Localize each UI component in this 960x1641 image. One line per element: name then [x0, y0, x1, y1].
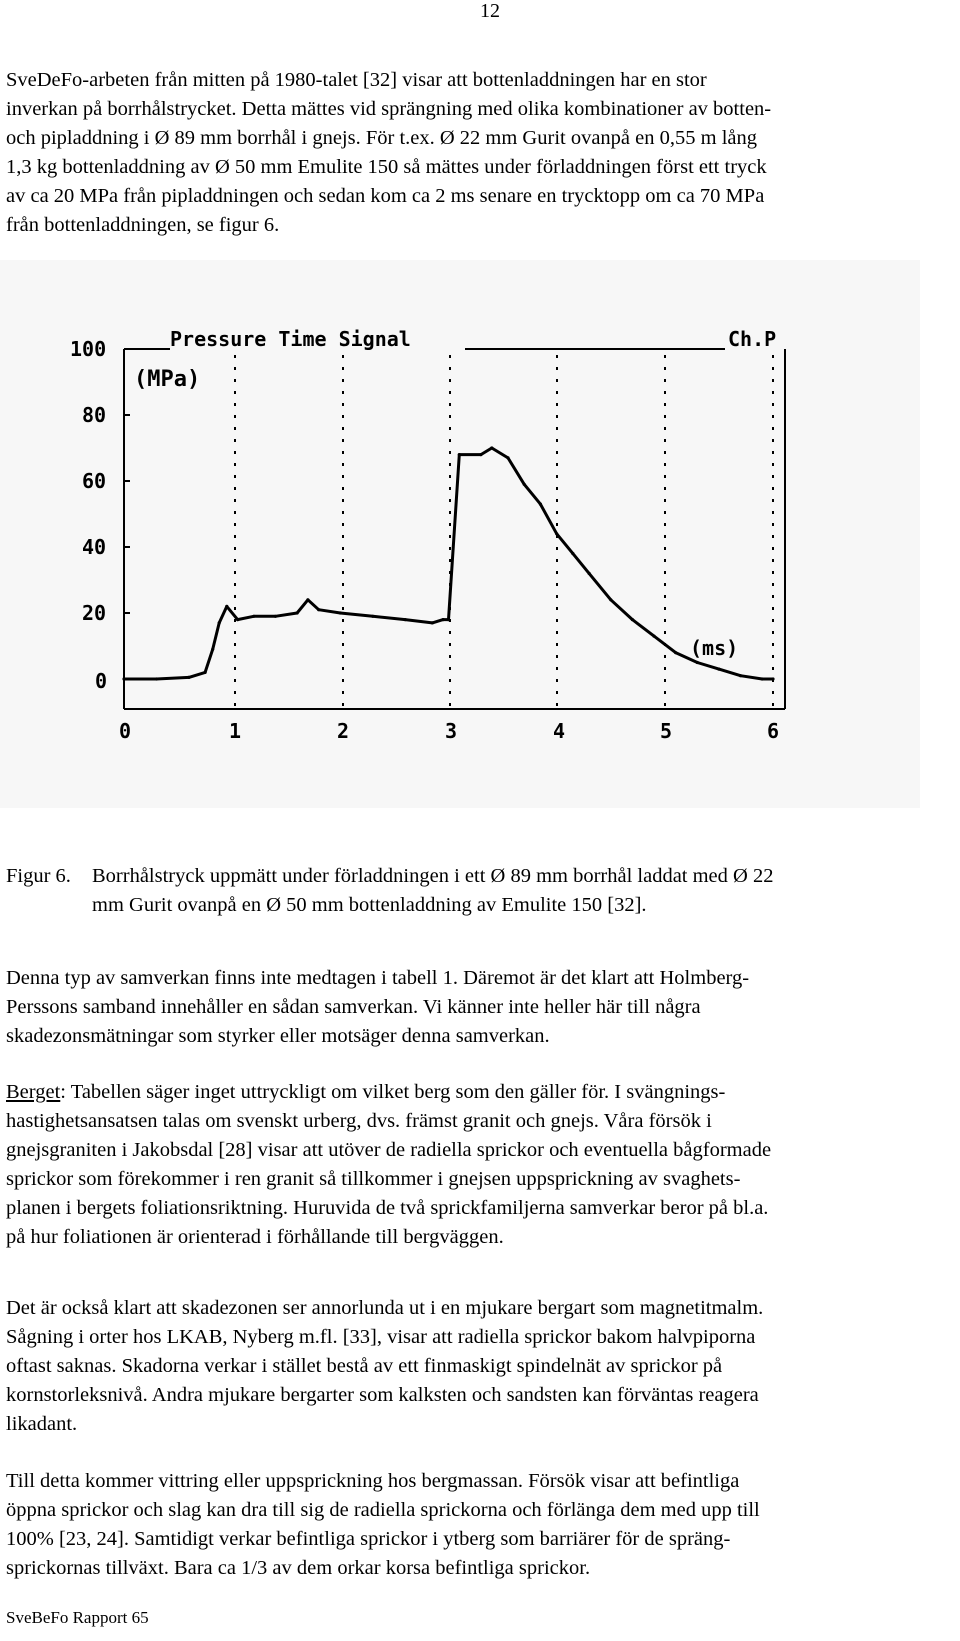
caption-label: Figur 6.	[6, 865, 71, 887]
pressure-data-point	[674, 651, 677, 654]
text-line: Det är också klart att skadezonen ser annorlunda ut i en mjukare bergart som magnetitmalm.	[6, 1297, 764, 1319]
text-line: av ca 20 MPa från pipladdningen och sedan kom ca 2 ms senare en trycktopp om ca 70 MPa	[6, 185, 765, 207]
pressure-data-point	[211, 648, 214, 651]
pressure-data-point	[506, 456, 509, 459]
text-line: från bottenladdningen, se figur 6.	[6, 214, 280, 236]
page-number: 12	[480, 0, 500, 22]
pressure-data-point	[479, 453, 482, 456]
pressure-time-chart	[0, 260, 920, 808]
text-line: på hur foliationen är orienterad i förhållande till bergväggen.	[6, 1226, 504, 1248]
y-tick-label: 20	[82, 601, 107, 625]
x-tick-label: 4	[553, 719, 566, 743]
x-tick-label: 5	[660, 719, 673, 743]
figure-pressure-chart	[0, 260, 920, 808]
text-line: skadezonsmätningar som styrker eller motsäger denna samverkan.	[6, 1025, 550, 1047]
text-line: Till detta kommer vittring eller uppsprickning hos bergmassan. Försök visar att befintliga	[6, 1470, 740, 1492]
pressure-data-point	[652, 635, 655, 638]
section-term-underlined: Berget	[6, 1081, 61, 1103]
caption-text-line: mm Gurit ovanpå en Ø 50 mm bottenladdning av Emulite 150 [32].	[92, 894, 647, 916]
text-line: och pipladdning i Ø 89 mm borrhål i gnejs. För t.ex. Ø 22 mm Gurit ovanpå en 0,55 m lång	[6, 127, 757, 149]
pressure-data-point	[442, 618, 445, 621]
pressure-data-point	[204, 671, 207, 674]
pressure-data-point	[218, 621, 221, 624]
text-line: planen i bergets foliationsriktning. Huruvida de två sprickfamiljerna samverkar beror på bl.a.	[6, 1197, 769, 1219]
pressure-data-point	[225, 605, 228, 608]
pressure-data-point	[187, 676, 190, 679]
pressure-data-point	[490, 446, 493, 449]
pressure-data-point	[739, 674, 742, 677]
text-fragment: : Tabellen säger inget uttryckligt om vilket berg som den gäller för. I svängnings-	[60, 1081, 726, 1103]
text-line: SveDeFo-arbeten från mitten på 1980-talet [32] visar att bottenladdningen har en stor	[6, 69, 707, 91]
pressure-data-point	[317, 608, 320, 611]
text-line: Denna typ av samverkan finns inte medtagen i tabell 1. Däremot är det klart att Holmberg-	[6, 967, 750, 989]
pressure-data-point	[523, 483, 526, 486]
pressure-data-point	[431, 621, 434, 624]
paragraph-intro	[6, 66, 946, 240]
pressure-data-point	[571, 552, 574, 555]
pressure-data-point	[306, 598, 309, 601]
pressure-data-point	[761, 677, 764, 680]
y-tick-label: 60	[82, 469, 107, 493]
text-line: Perssons samband innehåller en sådan samverkan. Vi känner inte heller här till några	[6, 996, 701, 1018]
pressure-data-point	[631, 618, 634, 621]
pressure-data-point	[236, 618, 239, 621]
x-unit-label: (ms)	[690, 636, 739, 660]
paragraph-interaction	[6, 964, 946, 1051]
pressure-data-point	[458, 453, 461, 456]
pressure-data-point	[539, 503, 542, 506]
y-tick-label: 80	[82, 403, 107, 427]
paragraph-soft-rock	[6, 1294, 946, 1439]
text-line: öppna sprickor och slag kan dra till sig de radiella sprickorna och förlänga dem med upp till	[6, 1499, 760, 1521]
text-line: kornstorleksnivå. Andra mjukare bergarter som kalksten och sandsten kan förväntas reagera	[6, 1384, 759, 1406]
x-tick-label: 0	[119, 719, 132, 743]
text-line: hastighetsansatsen talas om svenskt urberg, dvs. främst granit och gnejs. Våra försök i	[6, 1110, 712, 1132]
caption-text-line: Borrhålstryck uppmätt under förladdningen i ett Ø 89 mm borrhål laddat med Ø 22	[92, 865, 774, 887]
pressure-data-point	[555, 532, 558, 535]
pressure-data-point	[371, 615, 374, 618]
pressure-data-point	[404, 618, 407, 621]
pressure-data-point	[447, 618, 450, 621]
pressure-data-point	[252, 615, 255, 618]
text-line: Sågning i orter hos LKAB, Nyberg m.fl. [33], visar att radiella sprickor bakom halvpiporna	[6, 1326, 756, 1348]
text-line	[6, 1078, 946, 1107]
text-line: 100% [23, 24]. Samtidigt verkar befintliga sprickor i ytberg som barriärer för de spräng-	[6, 1528, 731, 1550]
text-line: sprickornas tillväxt. Bara ca 1/3 av dem orkar korsa befintliga sprickor.	[6, 1557, 591, 1579]
pressure-data-point	[717, 668, 720, 671]
pressure-data-point	[339, 611, 342, 614]
y-tick-label: 100	[70, 337, 107, 361]
pressure-data-point	[609, 598, 612, 601]
pressure-data-point	[588, 572, 591, 575]
figure-background	[0, 260, 920, 808]
x-tick-label: 2	[337, 719, 350, 743]
y-tick-label: 0	[95, 669, 108, 693]
x-tick-label: 6	[767, 719, 780, 743]
y-unit-label: (MPa)	[134, 367, 201, 392]
pressure-data-point	[155, 677, 158, 680]
x-tick-label: 3	[445, 719, 458, 743]
text-line: oftast saknas. Skadorna verkar i stället bestå av ett finmaskigt spindelnät av sprickor på	[6, 1355, 723, 1377]
page-footer: SveBeFo Rapport 65	[6, 1608, 149, 1627]
paragraph-weathering	[6, 1467, 946, 1583]
paragraph-rock	[6, 1078, 946, 1252]
pressure-data-point	[771, 677, 774, 680]
pressure-data-point	[696, 661, 699, 664]
chart-header-channel: Ch.P	[728, 327, 777, 351]
text-line: likadant.	[6, 1413, 78, 1435]
text-line: inverkan på borrhålstrycket. Detta mättes vid sprängning med olika kombinationer av botten-	[6, 98, 772, 120]
pressure-data-point	[122, 677, 125, 680]
chart-header-title: Pressure Time Signal	[170, 327, 411, 351]
text-line: gnejsgraniten i Jakobsdal [28] visar att utöver de radiella sprickor och eventuella bågformade	[6, 1139, 772, 1161]
pressure-data-point	[296, 611, 299, 614]
pressure-data-point	[274, 615, 277, 618]
x-tick-label: 1	[229, 719, 242, 743]
y-tick-label: 40	[82, 535, 107, 559]
text-line: sprickor som förekommer i ren granit så tillkommer i gnejsen uppsprickning av svaghets-	[6, 1168, 741, 1190]
text-line: 1,3 kg bottenladdning av Ø 50 mm Emulite 150 så mättes under förladdningen först ett tryck	[6, 156, 767, 178]
